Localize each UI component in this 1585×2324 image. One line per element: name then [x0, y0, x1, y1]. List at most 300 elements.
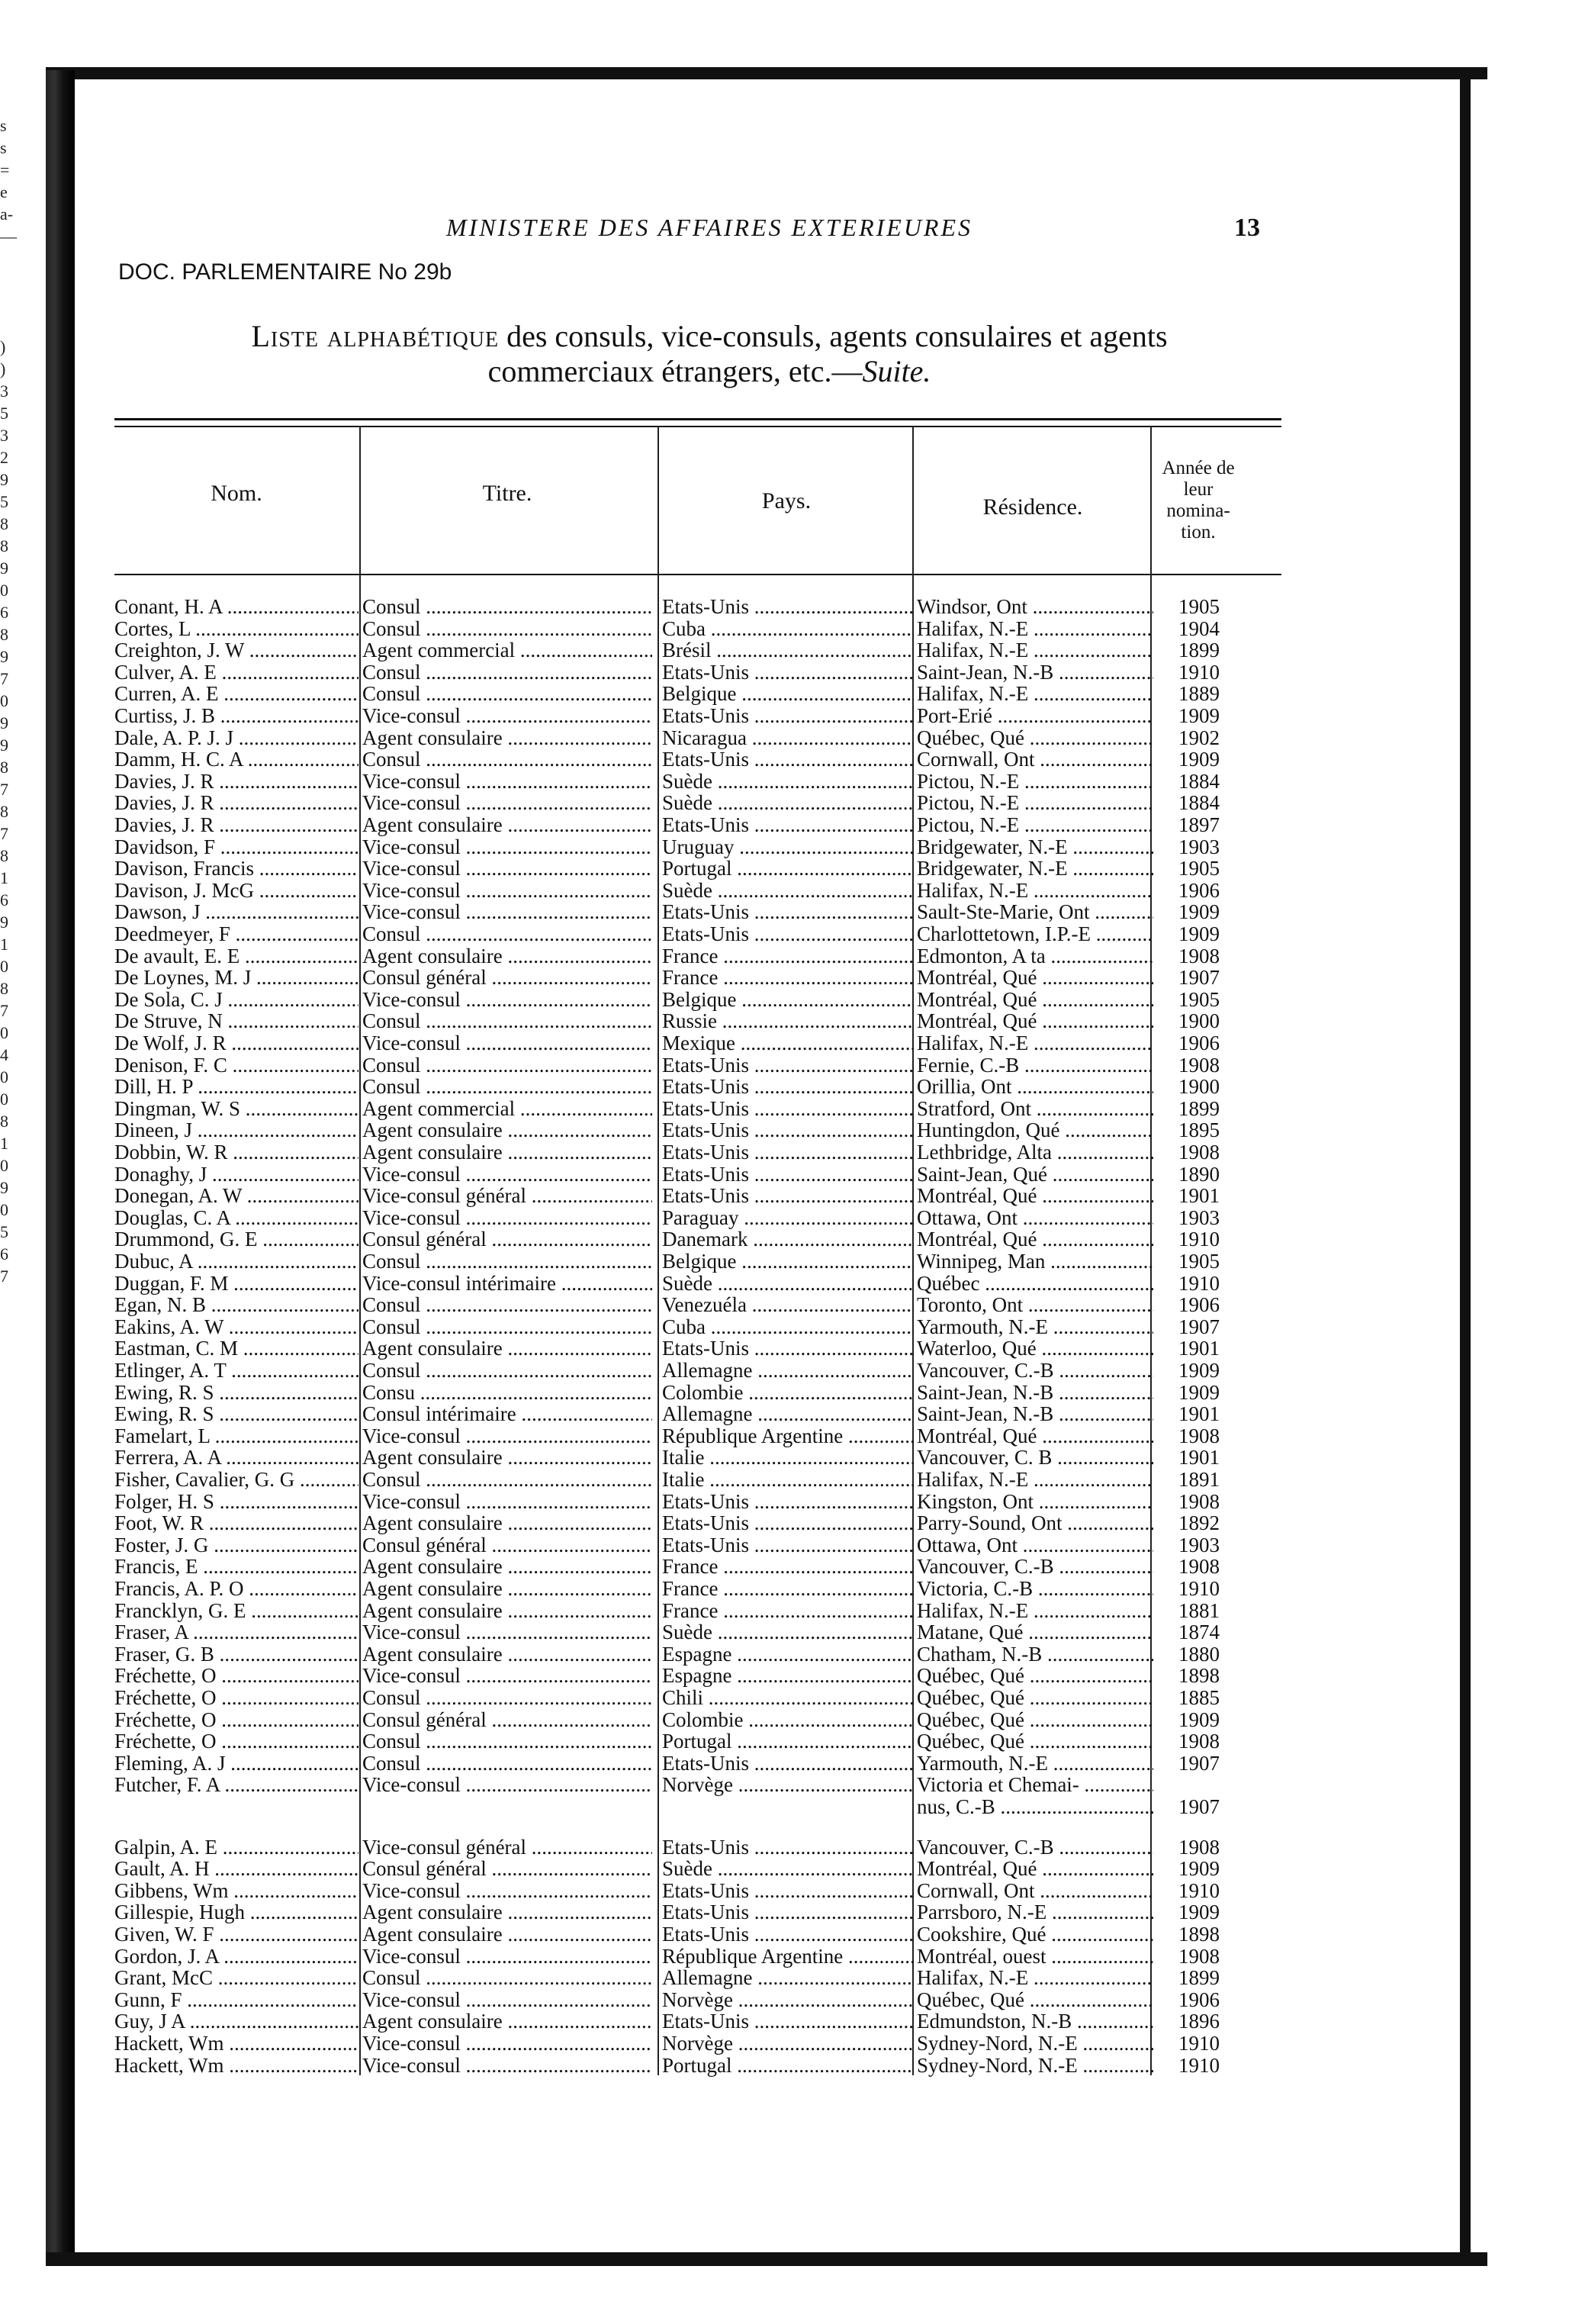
cell-residence: Saint-Jean, N.-B ..... — [917, 661, 1153, 684]
cell-name: Fréchette, O ..... — [114, 1730, 358, 1753]
cell-year: 1907 — [1178, 1315, 1220, 1338]
cell-country: Etats-Unis ..... — [662, 1097, 914, 1120]
cell-country: Etats-Unis ..... — [662, 1534, 914, 1556]
cell-title: Consul général ..... — [362, 1534, 652, 1556]
cell-country: Etats-Unis ..... — [662, 1163, 914, 1186]
cell-residence: Kingston, Ont ..... — [917, 1490, 1153, 1513]
cell-name: Egan, N. B ..... — [114, 1293, 358, 1316]
cell-country: Suède ..... — [662, 1272, 914, 1295]
cell-year: 1909 — [1178, 1359, 1220, 1382]
cell-title: Consul ..... — [362, 922, 652, 945]
table-row — [0, 791, 1585, 814]
cell-name: Folger, H. S ..... — [114, 1490, 358, 1513]
cell-residence: Montréal, Qué ..... — [917, 1424, 1153, 1447]
edge-mark: 9 — [0, 736, 8, 755]
cell-residence: Halifax, N.-E ..... — [917, 682, 1153, 705]
cell-title: Vice-consul ..... — [362, 857, 652, 880]
cell-residence: Québec, Qué ..... — [917, 1664, 1153, 1687]
cell-country: Etats-Unis ..... — [662, 1337, 914, 1360]
cell-year: 1908 — [1178, 1489, 1220, 1513]
cell-name: Davidson, F ..... — [114, 835, 358, 858]
cell-year: 1899 — [1178, 1096, 1220, 1120]
cell-year: 1901 — [1178, 1402, 1220, 1426]
cell-title: Agent consulaire ..... — [362, 1511, 652, 1534]
table-row — [0, 945, 1585, 967]
edge-mark: 8 — [0, 514, 8, 533]
column-header-residence: Résidence. — [982, 494, 1083, 520]
document-reference: DOC. PARLEMENTAIRE No 29b — [118, 259, 452, 285]
table-row — [0, 2010, 1585, 2033]
cell-name: Gault, A. H ..... — [114, 1857, 358, 1880]
cell-residence: Vancouver, C.-B ..... — [917, 1555, 1153, 1578]
running-title: MINISTERE DES AFFAIRES EXTERIEURES — [445, 214, 973, 241]
cell-name: Foster, J. G ..... — [114, 1534, 358, 1556]
cell-name: De Sola, C. J ..... — [114, 988, 358, 1011]
cell-title: Consul ..... — [362, 1752, 652, 1775]
cell-year: 1905 — [1178, 987, 1220, 1011]
table-row — [0, 1009, 1585, 1032]
edge-mark: 0 — [0, 1200, 8, 1219]
cell-residence: Québec, Qué ..... — [917, 726, 1153, 749]
cell-title: Agent consulaire ..... — [362, 1599, 652, 1622]
cell-year: 1904 — [1178, 616, 1220, 640]
cell-title: Consul ..... — [362, 1468, 652, 1491]
cell-year: 1908 — [1178, 1944, 1220, 1968]
cell-residence: Montréal, Qué ..... — [917, 1228, 1153, 1251]
cell-title: Consul général ..... — [362, 1708, 652, 1731]
cell-year: 1898 — [1178, 1923, 1220, 1946]
table-row — [0, 1621, 1585, 1643]
cell-year: 1889 — [1178, 682, 1220, 706]
cell-residence: Halifax, N.-E ..... — [917, 639, 1153, 661]
cell-name: Francis, E ..... — [114, 1555, 358, 1578]
cell-residence: nus, C.-B ..... — [917, 1795, 1153, 1818]
cell-residence: Pictou, N.-E ..... — [917, 770, 1153, 793]
table-row — [0, 1901, 1585, 1923]
cell-country: Norvège ..... — [662, 1773, 914, 1796]
cell-year: 1885 — [1178, 1686, 1220, 1709]
cell-country: Cuba ..... — [662, 617, 914, 640]
cell-country: République Argentine ..... — [662, 1945, 914, 1968]
cell-name: Fréchette, O ..... — [114, 1664, 358, 1687]
cell-year: 1907 — [1178, 966, 1220, 990]
cell-residence: Québec, Qué ..... — [917, 1988, 1153, 2011]
cell-name: Fraser, G. B ..... — [114, 1643, 358, 1666]
table-row — [0, 1468, 1585, 1491]
cell-title: Vice-consul ..... — [362, 835, 652, 858]
cell-residence: Fernie, C.-B ..... — [917, 1054, 1153, 1077]
edge-mark: s — [0, 116, 7, 135]
cell-residence: Saint-Jean, Qué ..... — [917, 1163, 1153, 1186]
cell-residence: Orillia, Ont ..... — [917, 1075, 1153, 1098]
cell-year: 1906 — [1178, 1032, 1220, 1054]
cell-residence: Saint-Jean, N.-B ..... — [917, 1402, 1153, 1425]
cell-title: Consul ..... — [362, 1054, 652, 1077]
cell-country: Etats-Unis ..... — [662, 661, 914, 684]
edge-mark: 8 — [0, 802, 8, 821]
edge-mark: 9 — [0, 713, 8, 732]
edge-mark: a- — [0, 204, 14, 224]
table-row — [0, 1272, 1585, 1295]
cell-year: 1909 — [1178, 1380, 1220, 1404]
cell-country: Uruguay ..... — [662, 835, 914, 858]
cell-residence: Port-Erié ..... — [917, 704, 1153, 727]
cell-year: 1901 — [1178, 1184, 1220, 1208]
cell-residence: Halifax, N.-E ..... — [917, 1599, 1153, 1622]
cell-title: Vice-consul ..... — [362, 2054, 652, 2077]
cell-name: Galpin, A. E ..... — [114, 1836, 358, 1859]
cell-residence: Chatham, N.-B ..... — [917, 1643, 1153, 1666]
edge-mark: 8 — [0, 1112, 8, 1131]
cell-title: Vice-consul ..... — [362, 1945, 652, 1968]
cell-title: Vice-consul général ..... — [362, 1184, 652, 1207]
cell-year: 1897 — [1178, 813, 1220, 836]
cell-title: Consul ..... — [362, 1315, 652, 1338]
cell-name: Dawson, J ..... — [114, 900, 358, 923]
cell-country: Espagne ..... — [662, 1664, 914, 1687]
cell-country: Etats-Unis ..... — [662, 922, 914, 945]
cell-country: Etats-Unis ..... — [662, 1511, 914, 1534]
cell-country: Cuba ..... — [662, 1315, 914, 1338]
cell-residence: Edmonton, A ta ..... — [917, 945, 1153, 967]
cell-title: Agent consulaire ..... — [362, 813, 652, 836]
cell-residence: Vancouver, C. B ..... — [917, 1446, 1153, 1469]
cell-country: Etats-Unis ..... — [662, 1879, 914, 1902]
cell-country: Etats-Unis ..... — [662, 1836, 914, 1859]
table-row — [0, 1315, 1585, 1338]
cell-country: Mexique ..... — [662, 1032, 914, 1054]
edge-mark: 9 — [0, 1178, 8, 1197]
cell-name: De Loynes, M. J ..... — [114, 966, 358, 989]
edge-mark: 4 — [0, 1045, 8, 1064]
cell-country: Colombie ..... — [662, 1708, 914, 1731]
cell-title: Consul intérimaire ..... — [362, 1402, 652, 1425]
cell-name: Davison, Francis ..... — [114, 857, 358, 880]
cell-country: France ..... — [662, 945, 914, 967]
cell-title: Vice-consul intérimaire ..... — [362, 1272, 652, 1295]
cell-year: 1881 — [1178, 1598, 1220, 1622]
cell-year: 1903 — [1178, 1533, 1220, 1556]
cell-country: Suède ..... — [662, 879, 914, 902]
cell-year: 1909 — [1178, 922, 1220, 945]
cell-title: Consul ..... — [362, 1009, 652, 1032]
table-row — [0, 1032, 1585, 1054]
cell-title: Vice-consul ..... — [362, 770, 652, 793]
cell-year: 1906 — [1178, 878, 1220, 902]
edge-mark: 7 — [0, 1267, 8, 1286]
cell-residence: Québec, Qué ..... — [917, 1730, 1153, 1753]
cell-title: Vice-consul ..... — [362, 1879, 652, 1902]
cell-year: 1909 — [1178, 704, 1220, 727]
table-row — [0, 988, 1585, 1011]
cell-name: Guy, J A ..... — [114, 2010, 358, 2033]
table-row — [0, 1381, 1585, 1404]
cell-country: Etats-Unis ..... — [662, 1752, 914, 1775]
cell-name: Dobbin, W. R ..... — [114, 1141, 358, 1164]
cell-year: 1910 — [1178, 2053, 1220, 2077]
cell-name: Famelart, L ..... — [114, 1424, 358, 1447]
cell-year: 1908 — [1178, 1424, 1220, 1447]
edge-mark: 6 — [0, 603, 8, 622]
table-row — [0, 726, 1585, 749]
cell-country: France ..... — [662, 1599, 914, 1622]
table-row — [0, 1184, 1585, 1207]
cell-residence: Parry-Sound, Ont ..... — [917, 1511, 1153, 1534]
table-row — [0, 1945, 1585, 1968]
cell-residence: Montréal, ouest ..... — [917, 1945, 1153, 1968]
edge-mark: 7 — [0, 669, 8, 688]
column-header-title: Titre. — [482, 481, 532, 506]
cell-name: Grant, McC ..... — [114, 1966, 358, 1989]
table-row — [0, 1228, 1585, 1251]
cell-name: Hackett, Wm ..... — [114, 2054, 358, 2077]
table-row — [0, 595, 1585, 618]
table-row — [0, 617, 1585, 640]
cell-name: De avault, E. E ..... — [114, 945, 358, 967]
table-row — [0, 1988, 1585, 2011]
scan-border-bottom — [46, 2252, 1487, 2266]
edge-mark: 5 — [0, 492, 8, 511]
table-row — [0, 682, 1585, 705]
edge-mark — [0, 247, 17, 269]
cell-country: Belgique ..... — [662, 682, 914, 705]
cell-year: 1880 — [1178, 1642, 1220, 1666]
cell-name: Curtiss, J. B ..... — [114, 704, 358, 727]
cell-title: Consul ..... — [362, 1730, 652, 1753]
cell-title: Consul ..... — [362, 1293, 652, 1316]
cell-residence: Edmundston, N.-B ..... — [917, 2010, 1153, 2033]
cell-year: 1902 — [1178, 726, 1220, 749]
table-row — [0, 1424, 1585, 1447]
edge-mark — [0, 269, 17, 291]
table-row — [0, 2032, 1585, 2055]
table-row — [0, 1599, 1585, 1622]
edge-mark: 0 — [0, 957, 8, 976]
table-row — [0, 922, 1585, 945]
cell-year: 1909 — [1178, 1901, 1220, 1924]
cell-name: Denison, F. C ..... — [114, 1054, 358, 1077]
cell-residence: Sydney-Nord, N.-E ..... — [917, 2032, 1153, 2055]
cell-year: 1901 — [1178, 1446, 1220, 1469]
cell-name: Davies, J. R ..... — [114, 791, 358, 814]
edge-mark: 6 — [0, 1244, 8, 1263]
table-row — [0, 1054, 1585, 1077]
cell-country: Suède ..... — [662, 1621, 914, 1643]
cell-country: Etats-Unis ..... — [662, 1184, 914, 1207]
table-row — [0, 1141, 1585, 1164]
cell-country: Portugal ..... — [662, 2054, 914, 2077]
cell-name: Damm, H. C. A ..... — [114, 748, 358, 771]
cell-title: Consul général ..... — [362, 966, 652, 989]
cell-title: Agent consulaire ..... — [362, 2010, 652, 2033]
table-row — [0, 704, 1585, 727]
cell-year: 1908 — [1178, 1835, 1220, 1859]
table-top-rule-thin — [114, 426, 1281, 427]
cell-year: 1899 — [1178, 1966, 1220, 1990]
edge-mark: 3 — [0, 426, 8, 445]
edge-mark: 9 — [0, 913, 8, 932]
cell-country: Nicaragua ..... — [662, 726, 914, 749]
cell-residence: Halifax, N.-E ..... — [917, 879, 1153, 902]
cell-year: 1908 — [1178, 1053, 1220, 1077]
scan-border-top — [46, 67, 1487, 79]
cell-residence: Montréal, Qué ..... — [917, 1009, 1153, 1032]
cell-year: 1899 — [1178, 639, 1220, 662]
cell-year: 1903 — [1178, 1205, 1220, 1229]
cell-residence: Yarmouth, N.-E ..... — [917, 1315, 1153, 1338]
table-row — [0, 1773, 1585, 1796]
edge-mark: 0 — [0, 691, 8, 710]
cell-year: 1884 — [1178, 769, 1220, 793]
cell-title: Agent consulaire ..... — [362, 726, 652, 749]
table-row — [0, 1075, 1585, 1098]
cell-name: Dineen, J ..... — [114, 1119, 358, 1141]
table-row — [0, 1836, 1585, 1859]
cell-name: Ewing, R. S ..... — [114, 1402, 358, 1425]
table-row — [0, 1250, 1585, 1273]
table-row — [0, 1446, 1585, 1469]
cell-name: Donaghy, J ..... — [114, 1163, 358, 1186]
cell-residence: Montréal, Qué ..... — [917, 1184, 1153, 1207]
cell-name: Donegan, A. W ..... — [114, 1184, 358, 1207]
cell-country: Italie ..... — [662, 1468, 914, 1491]
edge-mark: ) — [0, 359, 6, 378]
cell-residence: Ottawa, Ont ..... — [917, 1206, 1153, 1229]
edge-mark: e — [0, 182, 8, 201]
cell-residence: Québec, Qué ..... — [917, 1708, 1153, 1731]
cell-name: Dale, A. P. J. J ..... — [114, 726, 358, 749]
header-bottom-rule — [114, 574, 1281, 575]
table-row — [0, 1337, 1585, 1360]
edge-mark: 5 — [0, 404, 8, 423]
cell-residence: Windsor, Ont ..... — [917, 595, 1153, 618]
cell-country: Espagne ..... — [662, 1643, 914, 1666]
cell-year: 1910 — [1178, 1878, 1220, 1902]
cell-country: Allemagne ..... — [662, 1966, 914, 1989]
cell-residence: Toronto, Ont ..... — [917, 1293, 1153, 1316]
table-row — [0, 1534, 1585, 1556]
cell-title: Agent consulaire ..... — [362, 1337, 652, 1360]
cell-year: 1900 — [1178, 1075, 1220, 1099]
table-row — [0, 1555, 1585, 1578]
cell-title: Consul ..... — [362, 748, 652, 771]
table-row — [0, 1708, 1585, 1731]
table-row — [0, 1293, 1585, 1316]
cell-title: Vice-consul ..... — [362, 1206, 652, 1229]
cell-name: Cortes, L ..... — [114, 617, 358, 640]
cell-year: 1906 — [1178, 1293, 1220, 1317]
cell-title: Consu ..... — [362, 1381, 652, 1404]
cell-residence: Winnipeg, Man ..... — [917, 1250, 1153, 1273]
table-row — [0, 835, 1585, 858]
table-row — [0, 966, 1585, 989]
cell-title: Agent consulaire ..... — [362, 1643, 652, 1666]
heading-suite: Suite. — [862, 354, 931, 388]
cell-residence: Halifax, N.-E ..... — [917, 1032, 1153, 1054]
table-row — [0, 1923, 1585, 1946]
cell-year: 1896 — [1178, 2010, 1220, 2033]
cell-name: Gibbens, Wm ..... — [114, 1879, 358, 1902]
cell-residence: Bridgewater, N.-E ..... — [917, 857, 1153, 880]
cell-country: Etats-Unis ..... — [662, 1119, 914, 1141]
cell-name: Fisher, Cavalier, G. G ..... — [114, 1468, 358, 1491]
cell-country: Suède ..... — [662, 791, 914, 814]
table-row — [0, 1730, 1585, 1753]
column-header-year: Année de leur nomina- tion. — [1162, 458, 1235, 542]
cell-title: Vice-consul ..... — [362, 1424, 652, 1447]
cell-country: France ..... — [662, 1577, 914, 1600]
cell-year: 1908 — [1178, 1555, 1220, 1579]
cell-title: Agent consulaire ..... — [362, 1577, 652, 1600]
cell-country — [662, 1795, 914, 1818]
cell-title: Vice-consul ..... — [362, 1032, 652, 1054]
cell-year: 1910 — [1178, 1228, 1220, 1251]
table-row — [0, 1119, 1585, 1141]
cell-name: Drummond, G. E ..... — [114, 1228, 358, 1251]
cell-title: Agent commercial ..... — [362, 1097, 652, 1120]
cell-year: 1905 — [1178, 1250, 1220, 1273]
cell-name: Gordon, J. A ..... — [114, 1945, 358, 1968]
edge-mark: = — [0, 160, 10, 179]
cell-name: Creighton, J. W ..... — [114, 639, 358, 661]
cell-country: Allemagne ..... — [662, 1402, 914, 1425]
table-row — [0, 813, 1585, 836]
edge-mark: 8 — [0, 625, 8, 644]
edge-mark: 0 — [0, 581, 8, 600]
edge-mark: 9 — [0, 470, 8, 489]
table-row — [0, 1664, 1585, 1687]
page-number: 13 — [1234, 214, 1260, 242]
column-header-country: Pays. — [761, 488, 812, 513]
cell-year: 1900 — [1178, 1009, 1220, 1033]
cell-title: Vice-consul ..... — [362, 879, 652, 902]
cell-residence: Halifax, N.-E ..... — [917, 1966, 1153, 1989]
cell-country: Etats-Unis ..... — [662, 748, 914, 771]
cell-name: Ferrera, A. A ..... — [114, 1446, 358, 1469]
cell-title: Agent commercial ..... — [362, 639, 652, 661]
cell-country: Belgique ..... — [662, 1250, 914, 1273]
cell-name: De Wolf, J. R ..... — [114, 1032, 358, 1054]
cell-country: Etats-Unis ..... — [662, 1054, 914, 1077]
cell-country: Venezuéla ..... — [662, 1293, 914, 1316]
cell-year — [1161, 1773, 1237, 1796]
cell-name: Douglas, C. A ..... — [114, 1206, 358, 1229]
heading-small-caps: Liste alphabétique — [251, 319, 500, 353]
cell-country: Portugal ..... — [662, 1730, 914, 1753]
cell-residence: Victoria et Chemai- ..... — [917, 1773, 1153, 1796]
cell-country: Etats-Unis ..... — [662, 813, 914, 836]
cell-name: Eastman, C. M ..... — [114, 1337, 358, 1360]
cell-year: 1901 — [1178, 1337, 1220, 1360]
cell-residence: Québec ..... — [917, 1272, 1153, 1295]
table-row — [0, 1490, 1585, 1513]
table-row — [0, 748, 1585, 771]
cell-year: 1903 — [1178, 835, 1220, 858]
cell-year: 1898 — [1178, 1664, 1220, 1688]
edge-mark: 0 — [0, 1156, 8, 1175]
cell-title: Vice-consul ..... — [362, 988, 652, 1011]
cell-name: Dingman, W. S ..... — [114, 1097, 358, 1120]
cell-residence: Vancouver, C.-B ..... — [917, 1836, 1153, 1859]
cell-country: Chili ..... — [662, 1686, 914, 1709]
cell-title: Vice-consul ..... — [362, 704, 652, 727]
cell-country: Danemark ..... — [662, 1228, 914, 1251]
cell-year: 1909 — [1178, 748, 1220, 771]
edge-mark: 1 — [0, 868, 8, 887]
cell-country: Etats-Unis ..... — [662, 1923, 914, 1946]
cell-residence: Montréal, Qué ..... — [917, 1857, 1153, 1880]
edge-mark: s — [0, 138, 7, 157]
